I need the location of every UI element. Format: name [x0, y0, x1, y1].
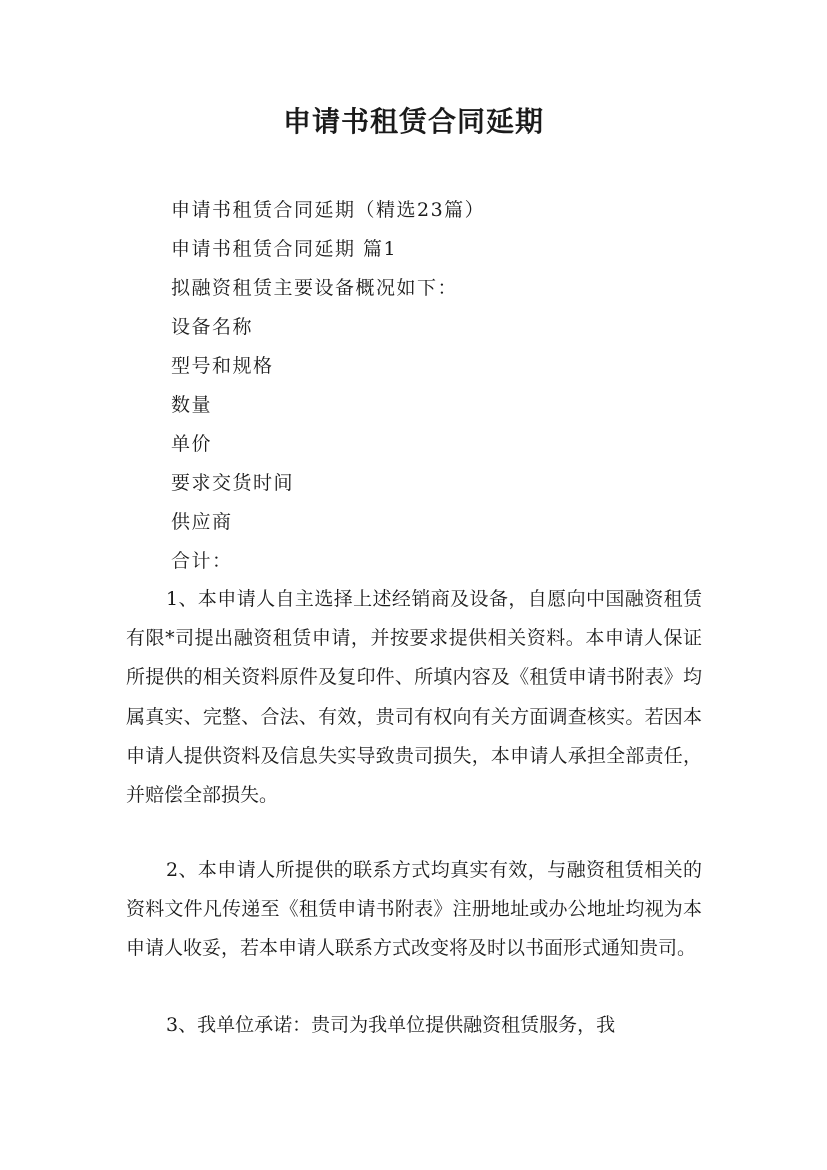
- field-equipment-name: 设备名称: [171, 316, 254, 338]
- intro-line: 拟融资租赁主要设备概况如下：: [171, 277, 459, 299]
- field-unit-price: 单价: [171, 433, 213, 455]
- section-heading: 申请书租赁合同延期 篇1: [171, 238, 398, 260]
- field-quantity: 数量: [171, 394, 213, 416]
- document-lines: [171, 191, 711, 581]
- paragraph-3: 3、我单位承诺：贵司为我单位提供融资租赁服务，我: [166, 1014, 616, 1036]
- field-supplier: 供应商: [171, 511, 233, 533]
- document-title: 申请书租赁合同延期: [282, 105, 544, 138]
- field-delivery-time: 要求交货时间: [171, 472, 295, 494]
- field-total: 合计：: [171, 550, 233, 572]
- subtitle-line: 申请书租赁合同延期（精选23篇）: [171, 199, 486, 221]
- field-model-spec: 型号和规格: [171, 355, 274, 377]
- paragraph-2: 2、本申请人所提供的联系方式均真实有效，与融资租赁相关的资料文件凡传递至《租赁申请书附表》注册地址或办公地址均视为本申请人收妥，若本申请人联系方式改变将及时以书面形式通知贵司。: [126, 859, 702, 960]
- paragraph-1: 1、本申请人自主选择上述经销商及设备，自愿向中国融资租赁有限*司提出融资租赁申请，并按要求提供相关资料。本申请人保证所提供的相关资料原件及复印件、所填内容及《租赁申请书附表》均属真实、完整、合法、有效，贵司有权向有关方面调查核实。若因本申请人提供资料及信息失实导致贵司损失，本申请人承担全部责任，并赔偿全部损失。: [126, 588, 702, 807]
